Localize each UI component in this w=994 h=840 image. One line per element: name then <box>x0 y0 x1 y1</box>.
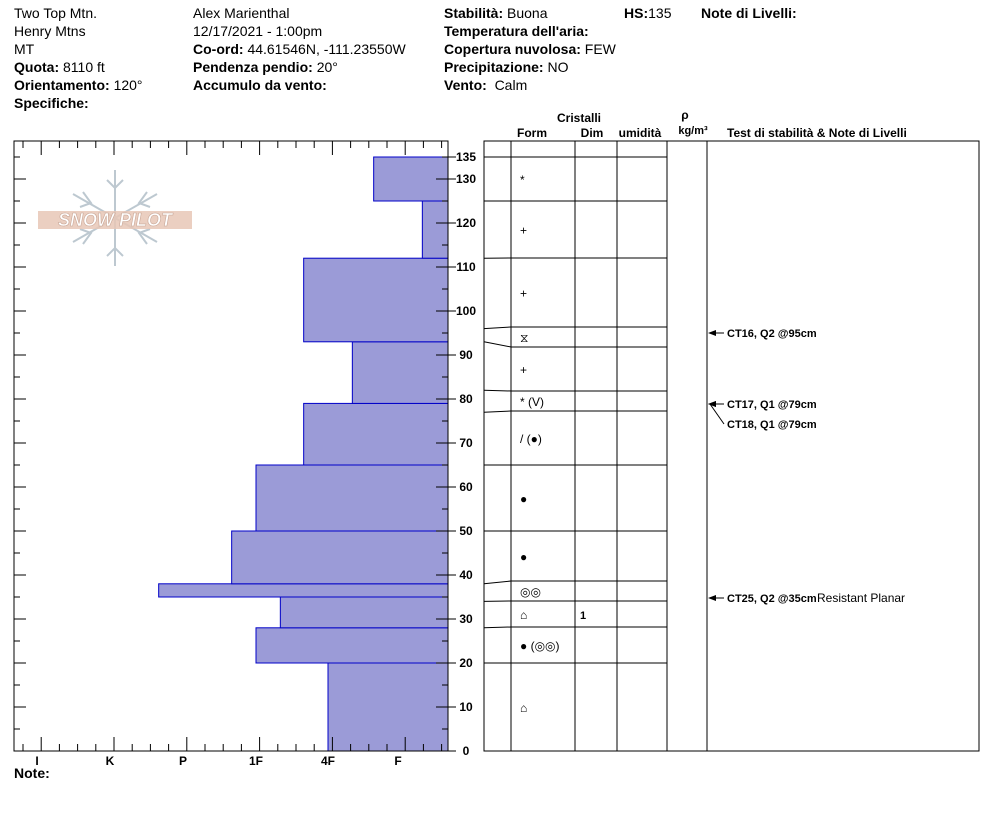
y-tick-label: 110 <box>456 260 476 274</box>
x-tick-label: 1F <box>248 754 264 768</box>
wind-value: Calm <box>494 77 528 93</box>
stability-test-extra: Resistant Planar <box>817 591 906 605</box>
x-tick-label: K <box>105 754 115 768</box>
stability-value: Buona <box>507 5 548 21</box>
slope-value: 20° <box>316 59 338 75</box>
aspect-value: 120° <box>113 77 143 93</box>
slope-label: Pendenza pendio: <box>193 59 313 75</box>
coord-label: Co-ord: <box>193 41 244 57</box>
y-tick-label: 135 <box>455 150 477 164</box>
hs-value: 135 <box>648 5 672 21</box>
stability-test-label: CT25, Q2 @35cm <box>727 593 817 605</box>
aspect-label: Orientamento: <box>14 77 110 93</box>
stability-test-label: CT18, Q1 @79cm <box>727 419 817 431</box>
crystal-form-label: + <box>520 363 528 377</box>
note-label: Note: <box>14 765 50 781</box>
stability-test-label: CT17, Q1 @79cm <box>727 399 817 411</box>
size-header: Dim <box>580 126 604 140</box>
y-tick-label: 80 <box>459 392 473 406</box>
x-tick-label: F <box>394 754 402 768</box>
y-tick-label: 20 <box>459 656 473 670</box>
observer: Alex Marienthal <box>193 5 290 21</box>
hardness-bar <box>422 201 448 258</box>
hardness-bar <box>256 465 448 531</box>
y-tick-label: 30 <box>459 612 473 626</box>
crystal-form-label: ⧖ <box>520 331 529 345</box>
location-name: Two Top Mtn. <box>14 5 98 21</box>
cloud-label: Copertura nuvolosa: <box>444 41 581 57</box>
wind-loading-label: Accumulo da vento: <box>193 77 327 93</box>
hardness-bar <box>159 584 448 597</box>
logo-text: SNOW PILOT <box>58 210 172 230</box>
crystal-form-label: ● <box>520 550 528 564</box>
wind-label: Vento: <box>444 77 487 93</box>
elevation-value: 8110 ft <box>63 59 105 75</box>
crystal-form-label: * (V) <box>520 395 544 409</box>
crystal-form-label: + <box>520 286 528 301</box>
layer-notes-label: Note di Livelli: <box>701 5 797 21</box>
crystal-form-label: + <box>520 223 528 238</box>
x-tick-label: 4F <box>320 754 336 768</box>
air-temp-label: Temperatura dell'aria: <box>444 23 589 39</box>
y-tick-label: 0 <box>462 744 470 758</box>
elevation-label: Quota: <box>14 59 60 75</box>
y-tick-label: 100 <box>455 304 477 318</box>
hardness-bar <box>352 342 448 404</box>
crystal-form-label: ● <box>520 492 528 506</box>
test-pointer <box>710 404 724 424</box>
tests-header: Test di stabilità & Note di Livelli <box>727 126 907 140</box>
crystal-form-label: ◎◎ <box>520 585 541 599</box>
coord-value: 44.61546N, -111.23550W <box>247 41 406 57</box>
crystal-size-label: 1 <box>580 610 587 622</box>
x-tick-label: I <box>35 754 39 768</box>
state: MT <box>14 41 35 57</box>
hardness-bar <box>304 258 448 342</box>
crystal-form-label: ● (◎◎) <box>520 639 560 653</box>
hs-label: HS: <box>624 5 649 21</box>
mountain-range: Henry Mtns <box>14 23 86 39</box>
stability-test-label: CT16, Q2 @95cm <box>727 328 817 340</box>
density-unit-header: kg/m³ <box>678 125 708 137</box>
moisture-header: umidità <box>618 126 662 140</box>
hardness-bar <box>232 531 448 584</box>
y-tick-label: 50 <box>459 524 473 538</box>
y-tick-label: 120 <box>455 216 477 230</box>
stability-label: Stabilità: <box>444 5 504 21</box>
density-symbol-header: ρ <box>681 108 689 122</box>
hardness-bar <box>256 628 448 663</box>
precip-value: NO <box>547 59 569 75</box>
test-arrow-icon <box>708 595 716 601</box>
crystal-form-label: ⌂ <box>520 701 528 715</box>
crystal-form-label: ⌂ <box>520 608 528 622</box>
y-tick-label: 90 <box>459 348 473 362</box>
y-tick-label: 10 <box>459 700 473 714</box>
specifics-label: Specifiche: <box>14 95 89 111</box>
precip-label: Precipitazione: <box>444 59 544 75</box>
hardness-bar <box>280 597 448 628</box>
y-tick-label: 40 <box>459 568 473 582</box>
crystal-form-label: * <box>520 173 525 187</box>
y-tick-label: 70 <box>459 436 473 450</box>
crystals-table-frame <box>484 141 979 751</box>
hardness-bar <box>328 663 448 751</box>
form-header: Form <box>517 126 547 140</box>
cloud-value: FEW <box>584 41 616 57</box>
y-tick-label: 130 <box>455 172 477 186</box>
test-arrow-icon <box>708 330 716 336</box>
crystals-header: Cristalli <box>556 111 602 125</box>
y-tick-label: 60 <box>459 480 473 494</box>
datetime: 12/17/2021 - 1:00pm <box>193 23 323 39</box>
x-tick-label: P <box>178 754 188 768</box>
crystal-form-label: / (●) <box>520 432 542 446</box>
hardness-bar <box>304 403 448 465</box>
